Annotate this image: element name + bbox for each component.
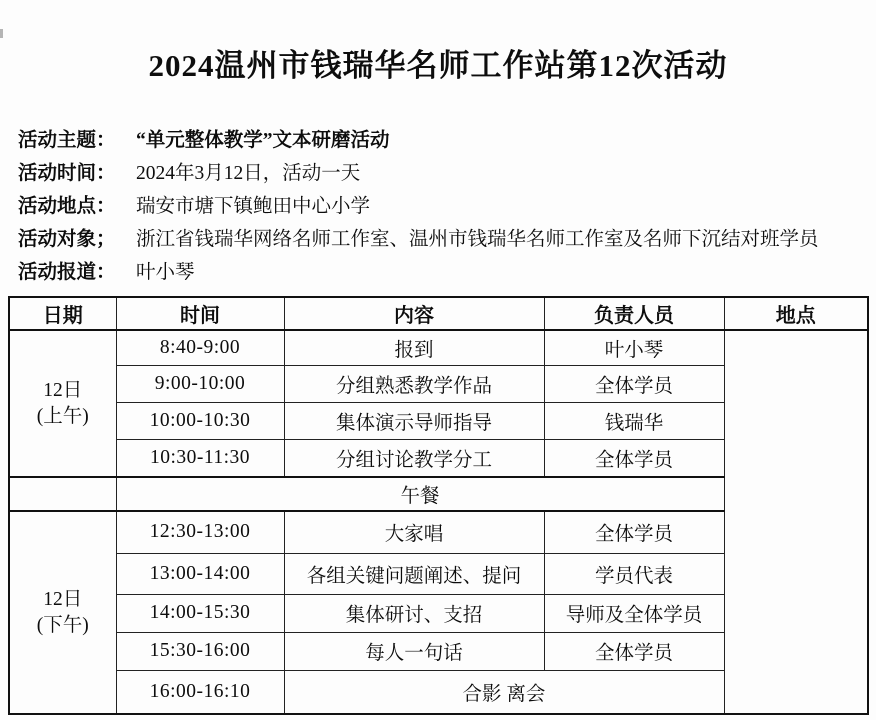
date-morning-line1: 12日 — [43, 379, 83, 401]
column-header-content: 内容 — [284, 297, 544, 330]
scan-artifact-speck — [0, 29, 3, 38]
content-cell: 集体研讨、支招 — [284, 594, 544, 632]
time-cell: 10:00-10:30 — [116, 402, 284, 439]
time-cell: 16:00-16:10 — [116, 670, 284, 714]
date-afternoon-line1: 12日 — [43, 588, 83, 610]
info-label-place: 活动地点： — [18, 196, 116, 217]
person-cell: 导师及全体学员 — [544, 594, 724, 632]
person-cell: 全体学员 — [544, 439, 724, 477]
info-value-reporter: 叶小琴 — [136, 262, 195, 283]
info-line-time — [18, 157, 876, 190]
info-line-place — [18, 190, 876, 223]
content-cell: 每人一句话 — [284, 632, 544, 670]
content-cell: 分组讨论教学分工 — [284, 439, 544, 477]
person-cell: 钱瑞华 — [544, 402, 724, 439]
column-header-person: 负责人员 — [544, 297, 724, 330]
lunch-cell: 午餐 — [116, 477, 724, 511]
person-cell: 全体学员 — [544, 632, 724, 670]
info-value-audience: 浙江省钱瑞华网络名师工作室、温州市钱瑞华名师工作室及名师下沉结对班学员 — [136, 229, 819, 250]
column-header-time: 时间 — [116, 297, 284, 330]
person-cell: 全体学员 — [544, 365, 724, 402]
time-cell: 13:00-14:00 — [116, 553, 284, 594]
info-value-theme: “单元整体教学”文本研磨活动 — [136, 130, 390, 151]
closing-content-cell: 合影 离会 — [284, 670, 724, 714]
info-label-reporter: 活动报道： — [18, 262, 116, 283]
date-cell-morning — [9, 330, 116, 477]
content-cell: 分组熟悉教学作品 — [284, 365, 544, 402]
content-cell: 集体演示导师指导 — [284, 402, 544, 439]
content-cell: 各组关键问题阐述、提问 — [284, 553, 544, 594]
time-cell: 10:30-11:30 — [116, 439, 284, 477]
time-cell: 12:30-13:00 — [116, 511, 284, 553]
info-label-theme: 活动主题： — [18, 130, 116, 151]
info-label-time: 活动时间： — [18, 163, 116, 184]
table-row — [9, 330, 868, 365]
info-label-audience: 活动对象； — [18, 229, 116, 250]
date-cell-afternoon — [9, 511, 116, 714]
schedule-table — [8, 296, 869, 715]
info-line-audience — [18, 223, 876, 256]
document-title: 2024温州市钱瑞华名师工作站第12次活动 — [148, 48, 728, 83]
content-cell: 报到 — [284, 330, 544, 365]
time-cell: 15:30-16:00 — [116, 632, 284, 670]
header-row — [9, 297, 868, 330]
date-cell-empty — [9, 477, 116, 511]
location-cell-empty — [724, 330, 868, 714]
column-header-location: 地点 — [724, 297, 868, 330]
activity-info-section — [18, 124, 876, 289]
time-cell: 8:40-9:00 — [116, 330, 284, 365]
info-value-place: 瑞安市塘下镇鲍田中心小学 — [136, 196, 371, 217]
date-morning-line2: (上午) — [36, 405, 89, 427]
time-cell: 14:00-15:30 — [116, 594, 284, 632]
info-value-time: 2024年3月12日，活动一天 — [136, 163, 361, 184]
person-cell: 学员代表 — [544, 553, 724, 594]
person-cell: 全体学员 — [544, 511, 724, 553]
info-line-reporter — [18, 256, 876, 289]
content-cell: 大家唱 — [284, 511, 544, 553]
person-cell: 叶小琴 — [544, 330, 724, 365]
date-afternoon-line2: (下午) — [36, 614, 89, 636]
time-cell: 9:00-10:00 — [116, 365, 284, 402]
column-header-date: 日期 — [9, 297, 116, 330]
info-line-theme — [18, 124, 876, 157]
